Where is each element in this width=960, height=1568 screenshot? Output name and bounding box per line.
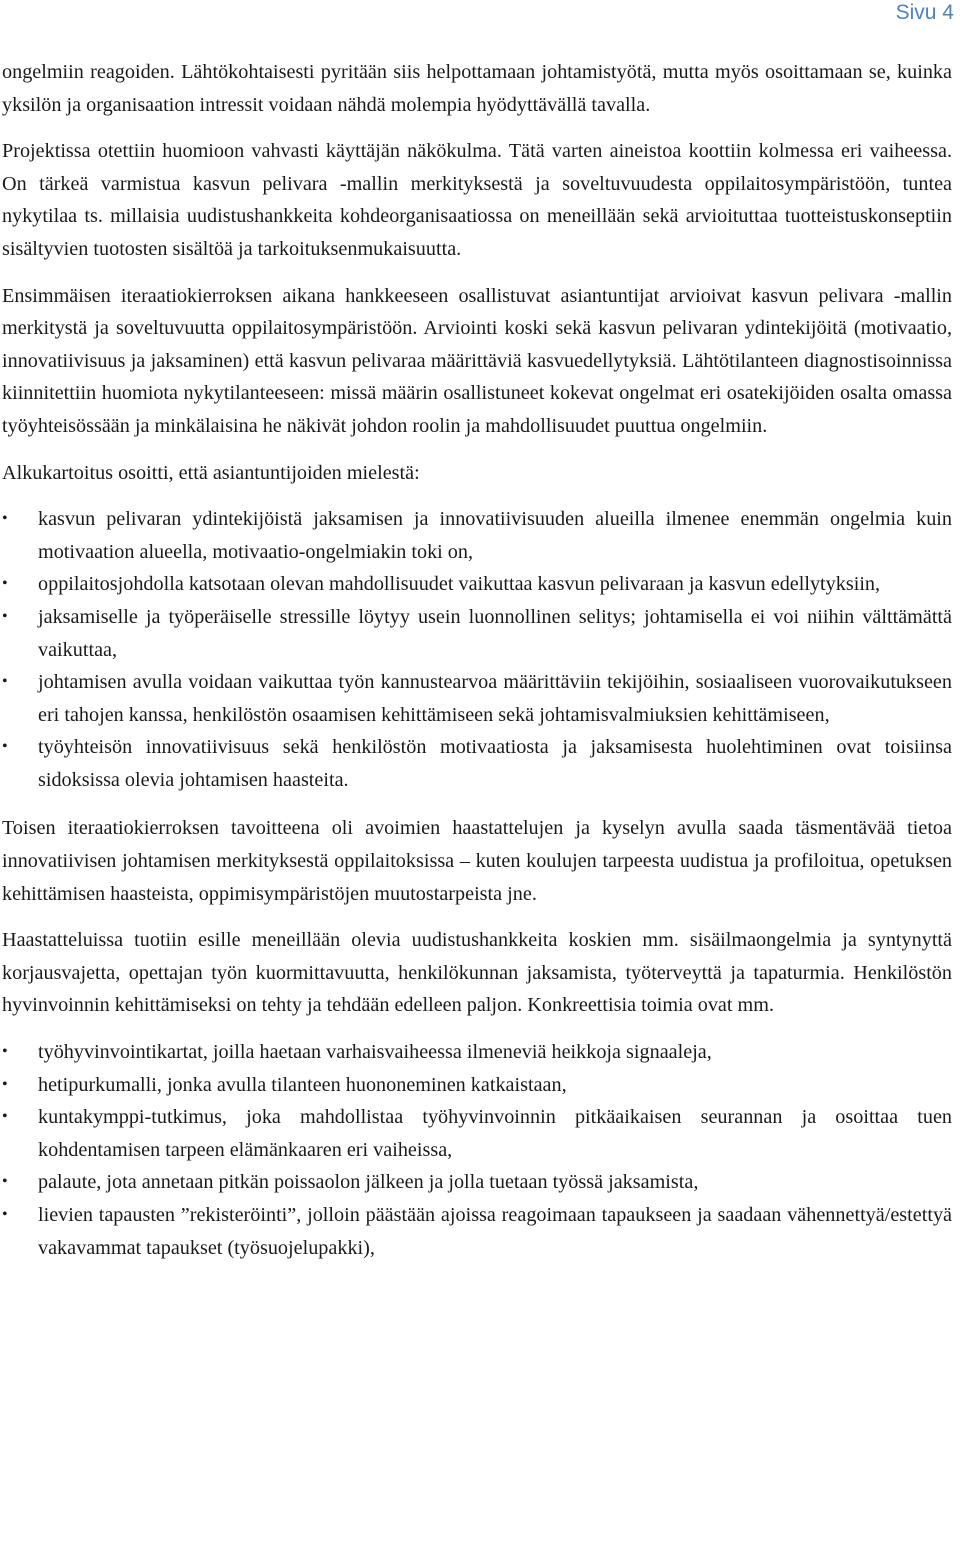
bullet-icon: • (2, 510, 8, 528)
page-number: Sivu 4 (895, 1, 954, 24)
bullet-icon: • (2, 1206, 8, 1223)
list-item: • johtamisen avulla voidaan vaikuttaa työn kannustearvoa määrittäviin tekijöihin, sosiaaliseen vuorovaikutukseen eri tahojen kanssa, henkilöstön osaamisen kehittämiseen sekä johtamisvalmiuksien kehittämiseen, (2, 666, 952, 731)
paragraph-first-iteration: Ensimmäisen iteraatiokierroksen aikana hankkeeseen osallistuvat asiantuntijat arvioivat kasvun pelivara -mallin merkitystä ja soveltuvuutta oppilaitosympäristöön. Arviointi koski sekä kasvun pelivaran ydintekijöitä (motivaatio, innovatiivisuus ja jaksaminen) että kasvun pelivaraa määrittäviä kasvuedellytyksiä. Lähtötilanteen diagnostisoinnissa kiinnitettiin huomiota nykytilanteeseen: missä määrin osallistuneet kokevat ongelmat eri osatekijöiden osalta omassa työyhteisössään ja minkälaisina he näkivät johdon roolin ja mahdollisuudet puuttua ongelmiin. (2, 284, 952, 437)
bullet-icon: • (2, 575, 8, 593)
bullet-icon: • (2, 738, 8, 756)
bullet-icon: • (2, 673, 8, 691)
list-item: • oppilaitosjohdolla katsotaan olevan mahdollisuudet vaikuttaa kasvun pelivaraan ja kasvun edellytyksiin, (2, 568, 952, 601)
list-item: • jaksamiselle ja työperäiselle stressille löytyy usein luonnollinen selitys; johtamisella ei voi niihin välttämättä vaikuttaa, (2, 601, 952, 666)
list-item: • kuntakymppi-tutkimus, joka mahdollistaa työhyvinvoinnin pitkäaikaisen seurannan ja osoittaa tuen kohdentamisen tarpeen elämänkaaren eri vaiheissa, (2, 1101, 952, 1166)
bullet-icon: • (2, 1173, 8, 1191)
concrete-actions-list (2, 1036, 952, 1264)
list-item: • kasvun pelivaran ydintekijöistä jaksamisen ja innovatiivisuuden alueilla ilmenee enemmän ongelmia kuin motivaation alueella, motivaatio-ongelmiakin toki on, (2, 503, 952, 568)
paragraph-interviews: Haastatteluissa tuotiin esille meneillään olevia uudistushankkeita koskien mm. sisäilmaongelmia ja syntynyttä korjausvajetta, opettajan työn kuormittavuutta, henkilökunnan jaksamista, työterveyttä ja tapaturmia. Henkilöstön hyvinvoinnin kehittämiseksi on tehty ja tehdään edelleen paljon. Konkreettisia toimia ovat mm. (2, 929, 952, 1017)
survey-findings-list (2, 503, 952, 796)
list-item: • hetipurkumalli, jonka avulla tilanteen huononeminen katkaistaan, (2, 1069, 952, 1102)
paragraph-survey-intro: Alkukartoitus osoitti, että asiantuntijoiden mielestä: (2, 461, 420, 484)
list-item: • työhyvinvointikartat, joilla haetaan varhaisvaiheessa ilmeneviä heikkoja signaaleja, (2, 1036, 952, 1069)
list-item: • työyhteisön innovatiivisuus sekä henkilöstön motivaatiosta ja jaksamisesta huolehtiminen ovat toisiinsa sidoksissa olevia johtamisen haasteita. (2, 731, 952, 796)
paragraph-intro: ongelmiin reagoiden. Lähtökohtaisesti pyritään siis helpottamaan johtamistyötä, mutta myös osoittamaan se, kuinka yksilön ja organisaation intressit voidaan nähdä molempia hyödyttävällä tavalla. (2, 61, 952, 116)
document-body (2, 56, 952, 1280)
paragraph-user-perspective: Projektissa otettiin huomioon vahvasti käyttäjän näkökulma. Tätä varten aineistoa koottiin kolmessa eri vaiheessa. On tärkeä varmistua kasvun pelivara -mallin merkityksestä ja soveltuvuudesta oppilaitosympäristöön, tuntea nykytilaa ts. millaisia uudistushankkeita kohdeorganisaatiossa on meneillään sekä arvioituttaa tuotteistuskonseptiin sisältyvien tuotosten sisältöä ja tarkoituksenmukaisuutta. (2, 140, 952, 260)
list-item: • palaute, jota annetaan pitkän poissaolon jälkeen ja jolla tuetaan työssä jaksamista, (2, 1166, 952, 1199)
list-item: • lievien tapausten ”rekisteröinti”, jolloin päästään ajoissa reagoimaan tapaukseen ja saadaan vähennettyä/estettyä vakavammat tapaukset (työsuojelupakki), (2, 1199, 952, 1264)
paragraph-second-iteration: Toisen iteraatiokierroksen tavoitteena oli avoimien haastattelujen ja kyselyn avulla saada täsmentävää tietoa innovatiivisen johtamisen merkityksestä oppilaitoksissa – kuten koulujen tarpeesta uudistua ja profiloitua, opetuksen kehittämisen haasteista, oppimisympäristöjen muutostarpeista jne. (2, 817, 952, 905)
bullet-icon: • (2, 607, 8, 625)
bullet-icon: • (2, 1075, 8, 1093)
bullet-icon: • (2, 1043, 8, 1061)
bullet-icon: • (2, 1108, 8, 1126)
